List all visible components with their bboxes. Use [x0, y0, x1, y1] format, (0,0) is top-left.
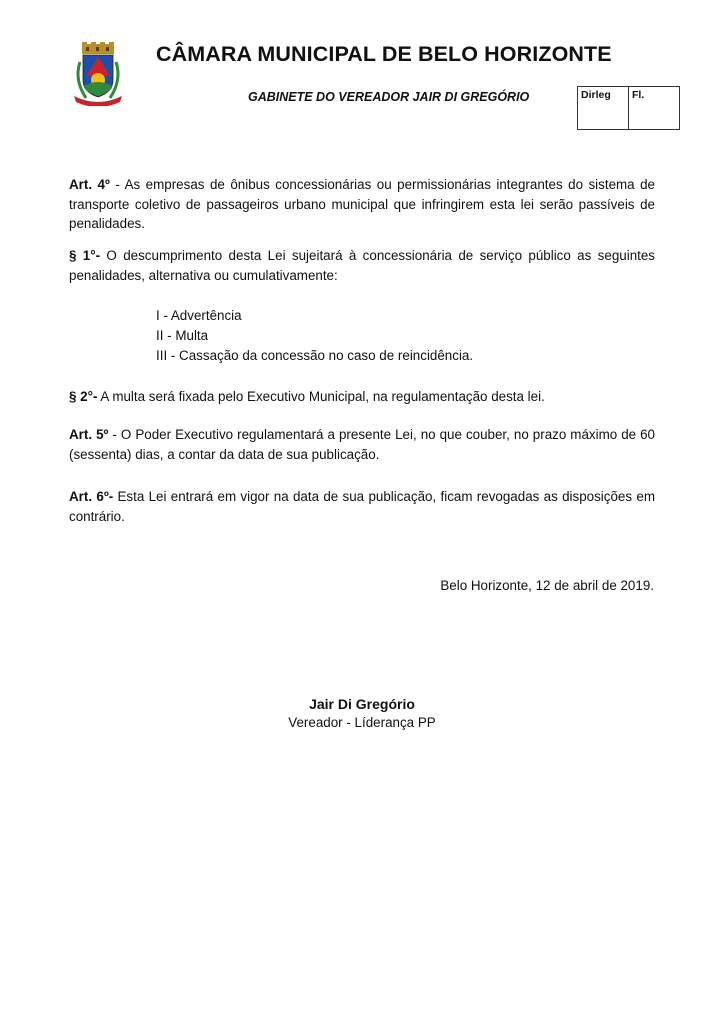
belo-horizonte-coat-of-arms-icon: [68, 42, 128, 106]
signature-block: [0, 695, 724, 732]
article-5: [69, 425, 655, 464]
penalty-list: [156, 306, 473, 366]
document-date: Belo Horizonte, 12 de abril de 2019.: [440, 578, 654, 593]
signer-role: Vereador - Líderança PP: [288, 715, 436, 730]
article-4-text: - As empresas de ônibus concessionárias ou permissionárias integrantes do sistema de transporte coletivo de passageiros urbano municipal que infringirem esta lei serão passíveis de penalidades.: [69, 177, 655, 231]
stamp-folio-cell: Fl.: [628, 87, 679, 129]
paragraph-1-label: § 1°-: [69, 248, 101, 263]
article-6-text: Esta Lei entrará em vigor na data de sua publicação, ficam revogadas as disposições em contrário.: [69, 489, 655, 524]
paragraph-1-text: O descumprimento desta Lei sujeitará à concessionária de serviço público as seguintes penalidades, alternativa ou cumulativamente:: [69, 248, 655, 283]
list-item: II - Multa: [156, 328, 209, 343]
office-subtitle: GABINETE DO VEREADOR JAIR DI GREGÓRIO: [248, 90, 530, 104]
article-4: [69, 175, 655, 234]
paragraph-2-label: § 2°-: [69, 389, 98, 404]
article-6-label: Art. 6º-: [69, 489, 114, 504]
stamp-dirleg-cell: Dirleg: [581, 89, 611, 101]
article-4-label: Art. 4º: [69, 177, 110, 192]
protocol-stamp-box: [577, 86, 680, 130]
article-5-text: - O Poder Executivo regulamentará a presente Lei, no que couber, no prazo máximo de 60 (sessenta) dias, a contar da data de sua publicação.: [69, 427, 655, 462]
paragraph-2-text: A multa será fixada pelo Executivo Municipal, na regulamentação desta lei.: [97, 389, 545, 404]
list-item: III - Cassação da concessão no caso de reincidência.: [156, 348, 474, 363]
article-6: [69, 487, 655, 526]
article-5-label: Art. 5º: [69, 427, 109, 442]
paragraph-2: [69, 387, 655, 407]
institution-title: CÂMARA MUNICIPAL DE BELO HORIZONTE: [156, 42, 612, 66]
signer-name: Jair Di Gregório: [309, 696, 415, 712]
list-item: I - Advertência: [156, 308, 242, 323]
paragraph-1: [69, 246, 655, 286]
